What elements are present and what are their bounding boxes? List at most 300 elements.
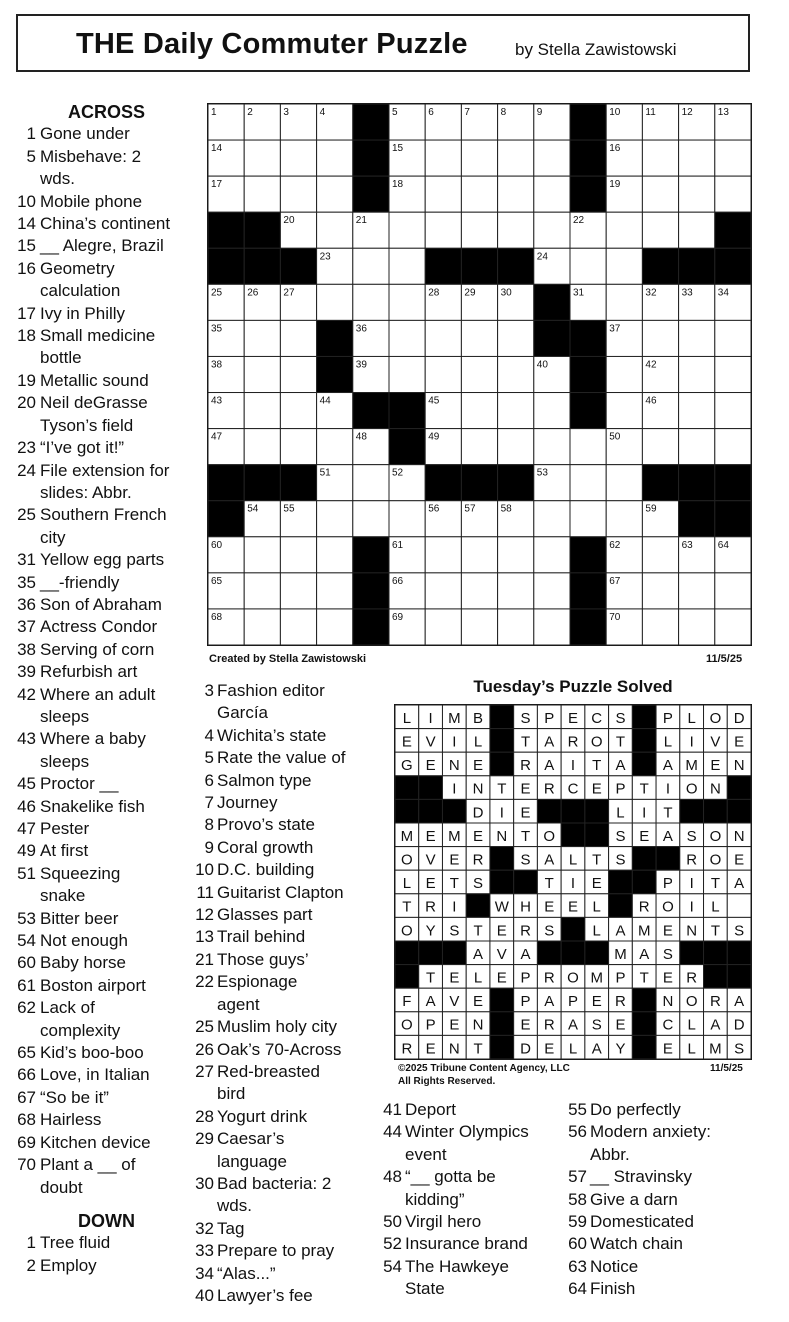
grid-cell[interactable] xyxy=(461,573,497,609)
cell-number: 42 xyxy=(645,359,657,371)
black-square xyxy=(466,894,490,918)
grid-cell[interactable] xyxy=(244,573,280,609)
black-square xyxy=(570,537,606,573)
black-square xyxy=(727,776,751,800)
black-square xyxy=(704,799,728,823)
cell-number: 33 xyxy=(681,287,693,299)
grid-cell[interactable] xyxy=(679,609,715,645)
down-clue-13 xyxy=(195,926,385,948)
black-square xyxy=(727,941,751,965)
down-clue-59 xyxy=(568,1211,768,1233)
black-square xyxy=(537,799,561,823)
grid-cell[interactable] xyxy=(280,140,316,176)
grid-cell[interactable] xyxy=(534,609,570,645)
clue-text: sleeps xyxy=(40,706,90,726)
clue-number: 1 xyxy=(26,1233,36,1253)
grid-cell[interactable] xyxy=(425,140,461,176)
black-square xyxy=(609,870,633,894)
clue-text: Prepare to pray xyxy=(217,1241,335,1261)
grid-cell[interactable] xyxy=(317,429,353,465)
down-clue-34 xyxy=(195,1263,385,1285)
clue-text: Bad bacteria: 2 xyxy=(217,1173,332,1193)
grid-cell[interactable] xyxy=(606,248,642,284)
clue-text: Where an adult xyxy=(40,684,156,704)
black-square xyxy=(208,501,244,537)
grid-cell[interactable] xyxy=(244,537,280,573)
grid-cell[interactable] xyxy=(606,356,642,392)
grid-cell[interactable] xyxy=(570,465,606,501)
clue-number: 31 xyxy=(17,550,36,570)
down-clue-12 xyxy=(195,904,385,926)
grid-cell[interactable] xyxy=(642,573,678,609)
solved-letter: I xyxy=(642,804,647,822)
cell-number: 24 xyxy=(536,251,548,263)
cell-number: 60 xyxy=(211,539,223,551)
grid-cell[interactable] xyxy=(389,320,425,356)
grid-cell[interactable] xyxy=(534,537,570,573)
solved-letter: M xyxy=(590,969,603,987)
grid-cell[interactable] xyxy=(425,573,461,609)
grid-cell[interactable] xyxy=(425,537,461,573)
solved-letter: A xyxy=(734,875,745,893)
solved-letter: R xyxy=(520,757,531,775)
solved-letter: O xyxy=(709,851,722,869)
down-clue-48 xyxy=(383,1166,573,1211)
solved-letter: R xyxy=(567,733,579,751)
solved-letter: P xyxy=(567,993,579,1011)
grid-cell[interactable] xyxy=(715,393,751,429)
solved-letter: N xyxy=(709,780,721,798)
grid-cell[interactable] xyxy=(642,320,678,356)
solved-letter: E xyxy=(473,993,484,1011)
down-clue-64 xyxy=(568,1278,768,1300)
black-square xyxy=(679,465,715,501)
clue-text: Ivy in Philly xyxy=(40,303,126,323)
clue-text: File extension for xyxy=(40,460,170,480)
cell-number: 65 xyxy=(211,575,223,587)
grid-cell[interactable] xyxy=(534,573,570,609)
black-square xyxy=(727,799,751,823)
solved-letter: D xyxy=(733,1016,745,1034)
black-square xyxy=(632,1035,656,1059)
black-square xyxy=(498,248,534,284)
solved-letter: A xyxy=(615,757,626,775)
clue-text: Tree fluid xyxy=(40,1233,111,1253)
grid-cell[interactable] xyxy=(715,140,751,176)
grid-cell[interactable] xyxy=(679,212,715,248)
clue-text: Kitchen device xyxy=(40,1132,151,1152)
black-square xyxy=(727,965,751,989)
down-clue-32 xyxy=(195,1218,385,1240)
grid-cell[interactable] xyxy=(244,320,280,356)
clue-text: agent xyxy=(217,994,260,1014)
clue-number: 6 xyxy=(204,770,214,790)
grid-cell[interactable] xyxy=(389,248,425,284)
grid-cell[interactable] xyxy=(606,465,642,501)
grid-cell[interactable] xyxy=(498,176,534,212)
grid-cell[interactable] xyxy=(642,140,678,176)
clue-text: language xyxy=(217,1151,287,1171)
across-clue-62 xyxy=(14,997,199,1042)
grid-cell[interactable] xyxy=(606,212,642,248)
down-clue-58 xyxy=(568,1189,768,1211)
grid-cell[interactable] xyxy=(570,248,606,284)
solved-letter: P xyxy=(662,875,673,893)
grid-cell[interactable] xyxy=(570,429,606,465)
grid-cell[interactable] xyxy=(642,176,678,212)
grid-cell[interactable] xyxy=(425,320,461,356)
clue-text: Refurbish art xyxy=(40,662,138,682)
grid-cell[interactable] xyxy=(317,140,353,176)
grid-cell[interactable] xyxy=(317,609,353,645)
byline: by Stella Zawistowski xyxy=(515,40,677,59)
clue-number: 37 xyxy=(17,617,36,637)
grid-cell[interactable] xyxy=(317,176,353,212)
solved-letter: E xyxy=(615,1016,626,1034)
clue-number: 24 xyxy=(17,460,36,480)
clue-number: 56 xyxy=(568,1122,587,1142)
grid-cell[interactable] xyxy=(715,176,751,212)
grid-cell[interactable] xyxy=(679,393,715,429)
clue-number: 32 xyxy=(195,1218,214,1238)
black-square xyxy=(208,465,244,501)
clue-text: Son of Abraham xyxy=(40,594,162,614)
grid-cell[interactable] xyxy=(534,140,570,176)
grid-cell[interactable] xyxy=(244,176,280,212)
solved-letter: S xyxy=(449,922,460,940)
cell-number: 37 xyxy=(609,323,621,335)
solved-letter: A xyxy=(425,993,436,1011)
clue-number: 4 xyxy=(204,725,214,745)
grid-cell[interactable] xyxy=(606,393,642,429)
cell-number: 6 xyxy=(428,107,434,118)
solved-letter: O xyxy=(401,922,413,940)
across-clue-49 xyxy=(14,840,199,862)
down-clue-10 xyxy=(195,859,385,881)
solved-letter: T xyxy=(592,851,602,869)
grid-cell[interactable] xyxy=(353,284,389,320)
solved-letter: D xyxy=(520,1040,531,1058)
solved-letter: A xyxy=(639,945,650,963)
down-clue-21 xyxy=(195,949,385,971)
clue-text: Gone under xyxy=(40,124,130,144)
grid-cell[interactable] xyxy=(498,320,534,356)
cell-number: 8 xyxy=(500,107,507,118)
black-square xyxy=(570,393,606,429)
solved-letter: M xyxy=(685,757,698,775)
grid-cell[interactable] xyxy=(317,501,353,537)
clue-text: Coral growth xyxy=(217,837,314,857)
cell-number: 45 xyxy=(428,395,440,407)
solved-letter: I xyxy=(570,757,576,775)
down-clue-55 xyxy=(568,1099,768,1121)
solved-letter: R xyxy=(401,1040,413,1058)
grid-cell[interactable] xyxy=(317,284,353,320)
grid-cell[interactable] xyxy=(679,573,715,609)
clue-text: Squeezing xyxy=(40,863,121,883)
grid-cell[interactable] xyxy=(461,212,497,248)
grid-cell[interactable] xyxy=(461,140,497,176)
solved-letter: T xyxy=(592,757,602,775)
solved-letter: S xyxy=(473,875,484,893)
down-clue-25 xyxy=(195,1016,385,1038)
solved-letter: P xyxy=(520,969,531,987)
solved-letter: C xyxy=(591,709,603,727)
grid-cell[interactable] xyxy=(389,212,425,248)
clue-text: Geometry xyxy=(40,258,115,278)
cell-number: 50 xyxy=(609,431,621,443)
black-square xyxy=(280,248,316,284)
clue-text: Employ xyxy=(40,1255,97,1275)
clue-text: “So be it” xyxy=(40,1087,109,1107)
grid-cell[interactable] xyxy=(353,248,389,284)
across-clue-39 xyxy=(14,661,199,683)
grid-cell[interactable] xyxy=(425,176,461,212)
across-clue-69 xyxy=(14,1132,199,1154)
grid-cell[interactable] xyxy=(534,501,570,537)
grid-cell[interactable] xyxy=(317,537,353,573)
cell-number: 21 xyxy=(355,215,367,227)
down-clues-column-3 xyxy=(383,1099,573,1301)
solved-letter: C xyxy=(662,1016,674,1034)
down-clue-57 xyxy=(568,1166,768,1188)
black-square xyxy=(632,1012,656,1036)
clue-number: 38 xyxy=(17,639,36,659)
clue-text: Espionage xyxy=(217,972,298,992)
grid-cell[interactable] xyxy=(425,609,461,645)
solved-letter: T xyxy=(544,875,554,893)
cell-number: 55 xyxy=(283,503,295,515)
solved-letter: I xyxy=(570,875,576,893)
grid-cell[interactable] xyxy=(679,176,715,212)
cell-number: 30 xyxy=(500,287,512,299)
grid-cell[interactable] xyxy=(280,176,316,212)
clue-text: sleeps xyxy=(40,751,90,771)
solved-letter: E xyxy=(639,827,650,845)
down-clue-7 xyxy=(195,792,385,814)
solved-letter: L xyxy=(568,1040,578,1058)
clue-number: 63 xyxy=(568,1256,587,1276)
black-square xyxy=(490,988,514,1012)
clue-number: 68 xyxy=(17,1110,36,1130)
grid-cell[interactable] xyxy=(461,320,497,356)
black-square xyxy=(642,248,678,284)
solved-letter: N xyxy=(448,1040,460,1058)
clue-number: 29 xyxy=(195,1129,214,1149)
grid-cell[interactable] xyxy=(461,393,497,429)
cell-number: 66 xyxy=(392,575,404,587)
grid-cell[interactable] xyxy=(498,393,534,429)
grid-cell[interactable] xyxy=(498,609,534,645)
clue-number: 67 xyxy=(17,1087,36,1107)
grid-cell[interactable] xyxy=(317,212,353,248)
grid-cell[interactable] xyxy=(280,573,316,609)
solved-letter: O xyxy=(685,993,698,1011)
solved-grid xyxy=(394,704,752,1060)
grid-cell[interactable] xyxy=(353,465,389,501)
grid-cell[interactable] xyxy=(679,429,715,465)
grid-cell[interactable] xyxy=(642,609,678,645)
black-square xyxy=(570,573,606,609)
across-clue-37 xyxy=(14,616,199,638)
solved-letter: I xyxy=(499,804,504,822)
solved-letter: S xyxy=(686,827,697,845)
solved-letter: N xyxy=(686,922,698,940)
grid-cell[interactable] xyxy=(715,320,751,356)
grid-cell[interactable] xyxy=(498,140,534,176)
clue-number: 14 xyxy=(17,214,36,234)
solved-letter: W xyxy=(494,898,509,916)
across-clue-1 xyxy=(14,123,199,145)
clue-text: Domesticated xyxy=(590,1212,694,1232)
solved-letter: B xyxy=(473,709,484,727)
grid-cell[interactable] xyxy=(534,393,570,429)
clue-text: Boston airport xyxy=(40,975,146,995)
grid-cell[interactable] xyxy=(244,609,280,645)
clue-text: calculation xyxy=(40,281,121,301)
clue-number: 25 xyxy=(17,505,36,525)
grid-cell[interactable] xyxy=(679,320,715,356)
clue-number: 51 xyxy=(17,863,36,883)
cell-number: 59 xyxy=(645,503,657,515)
solved-letter: E xyxy=(520,1016,531,1034)
cell-number: 2 xyxy=(247,107,253,118)
grid-cell[interactable] xyxy=(461,429,497,465)
solved-letter: N xyxy=(496,827,508,845)
grid-cell[interactable] xyxy=(715,356,751,392)
grid-cell[interactable] xyxy=(534,176,570,212)
grid-cell[interactable] xyxy=(461,609,497,645)
down-clue-44 xyxy=(383,1121,573,1166)
grid-cell[interactable] xyxy=(534,212,570,248)
grid-cell[interactable] xyxy=(498,573,534,609)
cell-number: 28 xyxy=(428,287,440,299)
grid-cell[interactable] xyxy=(642,429,678,465)
grid-cell[interactable] xyxy=(280,356,316,392)
clue-number: 53 xyxy=(17,908,36,928)
clue-number: 26 xyxy=(195,1039,214,1059)
grid-cell[interactable] xyxy=(461,176,497,212)
grid-cell[interactable] xyxy=(425,356,461,392)
clue-number: 65 xyxy=(17,1043,36,1063)
cell-number: 40 xyxy=(536,359,548,371)
grid-cell[interactable] xyxy=(280,537,316,573)
solved-letter: E xyxy=(591,780,602,798)
grid-cell[interactable] xyxy=(606,501,642,537)
solved-letter: T xyxy=(520,733,531,751)
clue-text: Oak’s 70-Across xyxy=(217,1039,342,1059)
grid-cell[interactable] xyxy=(280,320,316,356)
down-clue-2 xyxy=(14,1255,199,1277)
solved-letter: L xyxy=(663,733,673,751)
black-square xyxy=(642,465,678,501)
solved-letter: S xyxy=(615,709,626,727)
created-by: Created by Stella Zawistowski xyxy=(209,653,367,665)
grid-cell[interactable] xyxy=(317,573,353,609)
black-square xyxy=(353,176,389,212)
grid-cell[interactable] xyxy=(389,501,425,537)
grid-cell[interactable] xyxy=(642,212,678,248)
clue-text: The Hawkeye xyxy=(405,1256,509,1276)
cell-number: 67 xyxy=(609,575,621,587)
solved-letter: O xyxy=(567,969,579,987)
grid-cell[interactable] xyxy=(244,140,280,176)
grid-cell[interactable] xyxy=(715,573,751,609)
down-clue-22 xyxy=(195,971,385,1016)
solved-letter: T xyxy=(710,875,720,893)
grid-cell[interactable] xyxy=(244,393,280,429)
grid-cell[interactable] xyxy=(606,284,642,320)
clue-number: 10 xyxy=(17,191,36,211)
grid-cell[interactable] xyxy=(389,356,425,392)
black-square xyxy=(419,799,443,823)
grid-cell[interactable] xyxy=(679,140,715,176)
grid-cell[interactable] xyxy=(461,356,497,392)
black-square xyxy=(498,465,534,501)
grid-cell[interactable] xyxy=(498,212,534,248)
clue-number: 5 xyxy=(26,146,36,166)
grid-cell[interactable] xyxy=(642,537,678,573)
grid-cell[interactable] xyxy=(280,609,316,645)
cell-number: 54 xyxy=(247,503,259,515)
black-square xyxy=(609,894,633,918)
solved-letter: A xyxy=(544,851,555,869)
clue-number: 48 xyxy=(383,1167,402,1187)
grid-cell[interactable] xyxy=(353,501,389,537)
solved-letter: V xyxy=(425,733,436,751)
grid-cell[interactable] xyxy=(498,429,534,465)
grid-cell[interactable] xyxy=(498,356,534,392)
grid-cell[interactable] xyxy=(570,501,606,537)
grid-cell[interactable] xyxy=(679,356,715,392)
down-clue-63 xyxy=(568,1256,768,1278)
cell-number: 43 xyxy=(211,395,223,407)
grid-cell[interactable] xyxy=(498,537,534,573)
solved-letter: A xyxy=(662,757,673,775)
clue-number: 12 xyxy=(195,905,214,925)
grid-cell[interactable] xyxy=(280,429,316,465)
grid-cell[interactable] xyxy=(715,609,751,645)
solved-letter: A xyxy=(544,993,555,1011)
grid-cell[interactable] xyxy=(425,212,461,248)
grid-cell[interactable] xyxy=(534,429,570,465)
solved-letter: T xyxy=(449,875,459,893)
clue-number: 49 xyxy=(17,841,36,861)
grid-cell[interactable] xyxy=(244,356,280,392)
clue-text: Southern French xyxy=(40,505,167,525)
black-square xyxy=(244,248,280,284)
clue-text: Love, in Italian xyxy=(40,1065,150,1085)
down-clues-column-4 xyxy=(568,1099,768,1301)
grid-cell[interactable] xyxy=(280,393,316,429)
grid-cell[interactable] xyxy=(461,537,497,573)
clue-text: Proctor __ xyxy=(40,774,119,794)
black-square xyxy=(490,1035,514,1059)
black-square xyxy=(632,988,656,1012)
grid-cell[interactable] xyxy=(244,429,280,465)
grid-cell[interactable] xyxy=(715,429,751,465)
cell-number: 53 xyxy=(536,467,548,479)
clue-text: García xyxy=(217,703,269,723)
grid-cell[interactable] xyxy=(389,284,425,320)
clue-number: 43 xyxy=(17,729,36,749)
solved-letter: O xyxy=(401,1016,413,1034)
solved-letter: L xyxy=(687,1016,696,1034)
clue-text: Deport xyxy=(405,1100,457,1119)
black-square xyxy=(395,799,419,823)
solved-letter: E xyxy=(449,1016,460,1034)
down-clue-3 xyxy=(195,680,385,725)
